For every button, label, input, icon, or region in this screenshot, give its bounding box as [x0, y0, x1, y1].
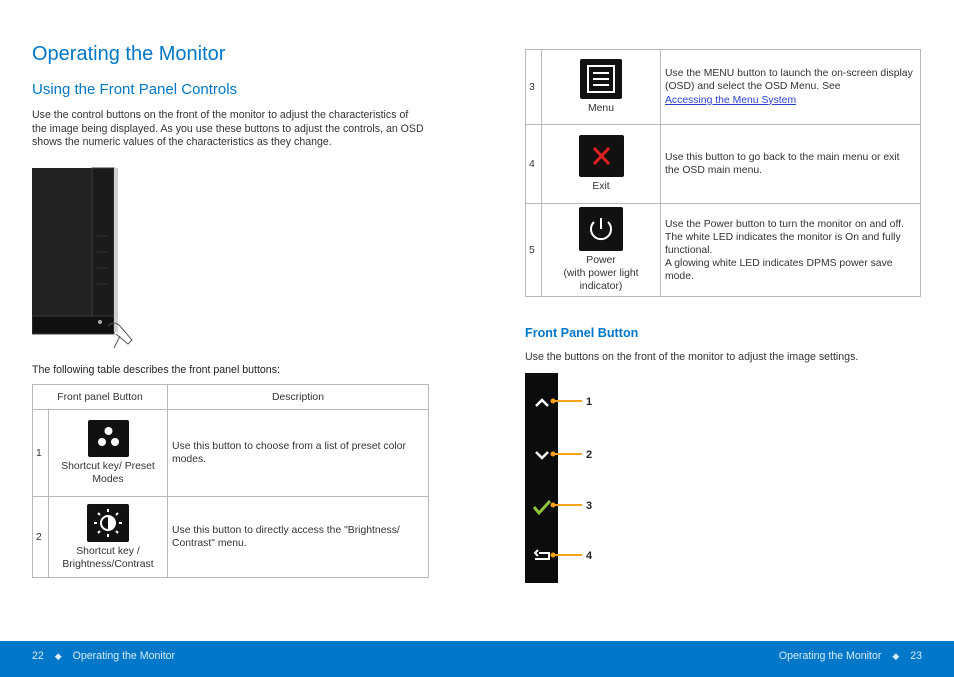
table-header-button: Front panel Button — [33, 385, 168, 410]
callout-3: 3 — [586, 500, 593, 512]
accessing-menu-link[interactable]: Accessing the Menu System — [665, 94, 797, 106]
preset-modes-icon — [88, 420, 129, 457]
row-number: 5 — [526, 204, 542, 297]
row-description: Use this button to directly access the "Brightness/ Contrast" menu. — [168, 497, 429, 578]
row-number: 3 — [526, 50, 542, 125]
front-panel-table-continued — [525, 49, 921, 297]
button-label: Menu — [588, 103, 614, 114]
table-row — [526, 204, 921, 297]
row-description-line: Use the Power button to turn the monitor on and off. — [665, 218, 904, 230]
row-description-line: The white LED indicates the monitor is On and fully functional. — [665, 231, 901, 256]
callout-2: 2 — [586, 449, 593, 461]
button-label: Power — [586, 255, 616, 266]
menu-icon — [580, 59, 622, 99]
page-title: Operating the Monitor — [32, 43, 226, 65]
table-row — [526, 125, 921, 204]
row-number: 4 — [526, 125, 542, 204]
brightness-icon — [87, 504, 129, 542]
front-panel-table — [32, 384, 429, 578]
front-panel-heading: Front Panel Button — [525, 326, 639, 340]
front-panel-text: Use the buttons on the front of the monitor to adjust the image settings. — [525, 351, 859, 363]
section-heading: Using the Front Panel Controls — [32, 81, 238, 98]
callout-1: 1 — [586, 396, 593, 408]
button-label: Shortcut key/ Preset Modes — [61, 461, 155, 485]
row-description: Use this button to choose from a list of preset color modes. — [168, 410, 429, 497]
front-panel-illustration — [525, 373, 605, 585]
power-icon — [579, 207, 623, 251]
button-sublabel: (with power light indicator) — [563, 268, 639, 292]
row-number: 2 — [33, 497, 49, 578]
right-footer-text: Operating the Monitor — [778, 650, 882, 662]
table-caption: The following table describes the front panel buttons: — [32, 364, 280, 376]
diamond-icon: ◆ — [892, 651, 900, 661]
intro-paragraph: Use the control buttons on the front of the monitor to adjust the characteristics of the image being displayed. As you use these buttons to adjust the controls, an OSD shows the numeric values of the characteristics as they change. — [32, 109, 424, 149]
left-footer-text: Operating the Monitor — [72, 650, 176, 662]
row-description: Use the MENU button to launch the on-screen display (OSD) and select the OSD Menu. See — [665, 67, 913, 93]
row-description: Use this button to go back to the main menu or exit the OSD main menu. — [661, 125, 921, 204]
table-row — [526, 50, 921, 125]
button-label: Shortcut key / Brightness/Contrast — [62, 545, 154, 570]
button-label: Exit — [592, 181, 610, 192]
monitor-side-illustration — [32, 166, 142, 352]
callout-4: 4 — [586, 550, 593, 562]
row-number: 1 — [33, 410, 49, 497]
right-page-number: 23 — [910, 650, 922, 662]
left-page-number: 22 — [32, 650, 44, 662]
diamond-icon: ◆ — [54, 651, 62, 661]
page-footer — [0, 641, 954, 677]
exit-icon — [579, 135, 624, 177]
row-description-line: A glowing white LED indicates DPMS power save mode. — [665, 257, 893, 282]
table-header-description: Description — [168, 385, 429, 410]
table-row — [33, 410, 429, 497]
table-row — [33, 497, 429, 578]
